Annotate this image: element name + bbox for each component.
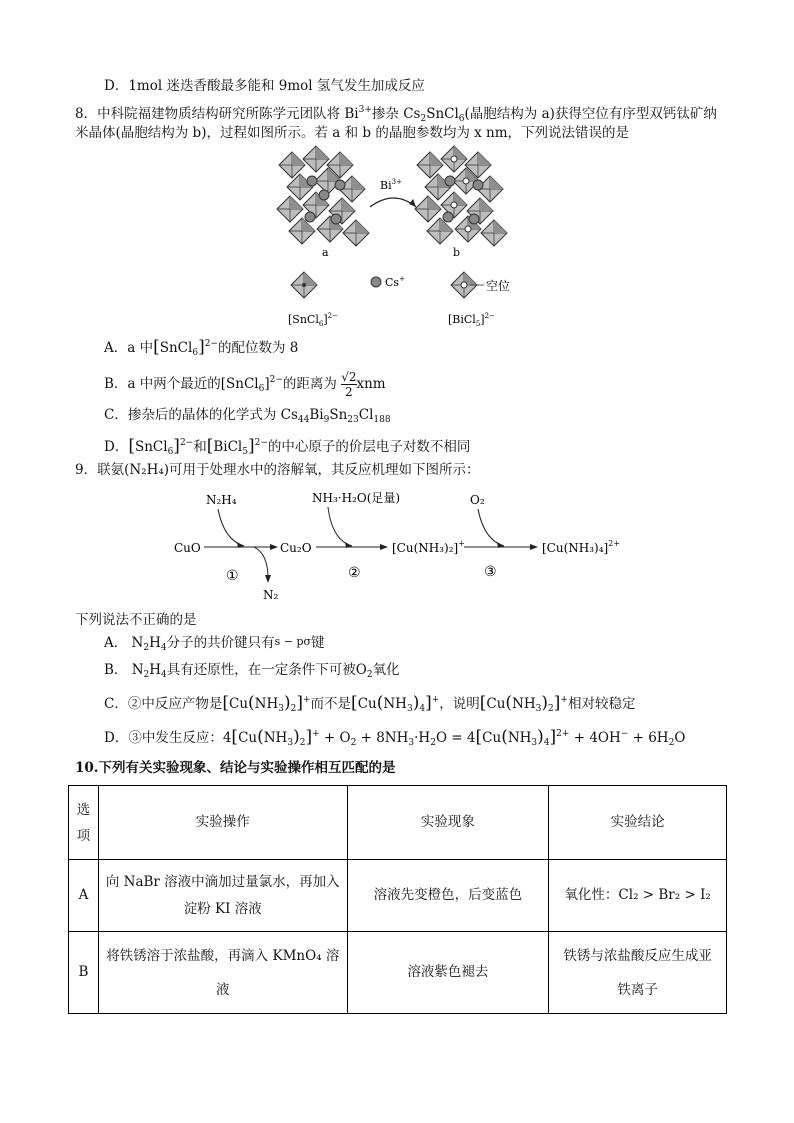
scheme-cunh34: $[Cu(NH_3)_4]^{2+}$ (542, 539, 621, 555)
row-b-option: B (69, 932, 99, 1014)
q9-option-b: B． $N_2H_4$具有还原性，在一定条件下可被$O_2$氧化 (104, 662, 400, 680)
scheme-cu2o: Cu₂O (280, 541, 312, 555)
scheme-step1: ① (226, 568, 239, 584)
crystal-structure-figure (270, 145, 530, 330)
header-operation: 实验操作 (98, 786, 347, 860)
header-phenomenon: 实验现象 (347, 786, 549, 860)
q8-option-c: C．掺杂后的晶体的化学式为 $Cs_{44}Bi_9Sn_{23}Cl_{188}$ (104, 407, 391, 425)
q9-option-c: C．②中反应产物是$[Cu(NH_3)_2]^+$而不是$[Cu(NH_3)_4]^+$，说明$[Cu(NH_3)_2]^+$相对较稳定 (104, 693, 636, 714)
legend-sncl6-icon (291, 272, 317, 298)
row-a-option: A (69, 860, 99, 932)
header-option: 选 项 (69, 786, 99, 860)
reaction-scheme (168, 484, 638, 608)
q8-option-d: D．[SnCl$_6$]$^{2-}$和[BiCl$_5$]$^{2-}$的中心原子的价层电子对数不相同 (104, 436, 471, 457)
legend-cs-label: Cs+ (385, 275, 405, 289)
legend-sncl6-label: [SnCl$_6$]$^{2-}$ (288, 312, 338, 328)
arrow-label: $Bi^{3+}$ (380, 178, 402, 192)
scheme-n2: N₂ (263, 588, 279, 602)
scheme-n2h4: N₂H₄ (206, 493, 237, 507)
q8-option-b: B．a 中两个最近的[SnCl$_6$]$^{2-}$的距离为 $\frac{√2}{2}$ xnm (104, 370, 386, 399)
scheme-o2: O₂ (470, 493, 485, 507)
experiment-table (68, 785, 727, 1014)
unit-cell-b (415, 146, 507, 246)
scheme-nh3h2o: NH₃·H₂O(足量) (312, 491, 401, 505)
q10-stem: 10.下列有关实验现象、结论与实验操作相互匹配的是 (75, 760, 396, 776)
legend-cs-icon (371, 277, 381, 287)
q9-lead: 下列说法不正确的是 (75, 612, 197, 628)
unit-cell-a (277, 146, 369, 246)
legend-bicl5-label: [BiCl$_5$]$^{2-}$ (448, 312, 495, 328)
scheme-step3: ③ (484, 564, 497, 580)
q8-stem-line2: 米晶体(晶胞结构为 b)，过程如图所示。若 a 和 b 的晶胞参数均为 x nm，下列说法错误的是 (75, 125, 630, 141)
table-row (69, 860, 727, 932)
label-a: a (322, 246, 329, 259)
row-b-phenomenon: 溶液紫色褪去 (347, 932, 549, 1014)
q8-stem-line1: 8．中科院福建物质结构研究所陈学元团队将 $Bi^{3+}$掺杂 $Cs_2SnCl_6$(晶胞结构为 a)获得空位有序型双钙钛矿纳 (75, 105, 717, 124)
q7-option-d: D．1mol 迷迭香酸最多能和 9mol 氢气发生加成反应 (104, 78, 425, 94)
scheme-cuo: CuO (174, 541, 201, 555)
transform-arrow (370, 198, 416, 207)
q9-stem: 9．联氨(N₂H₄)可用于处理水中的溶解氧，其反应机理如下图所示： (75, 462, 480, 478)
row-a-phenomenon: 溶液先变橙色，后变蓝色 (347, 860, 549, 932)
header-conclusion: 实验结论 (549, 786, 727, 860)
scheme-step2: ② (348, 565, 361, 581)
row-a-conclusion: 氧化性：Cl₂ > Br₂ > I₂ (549, 860, 727, 932)
row-b-operation: 将铁锈溶于浓盐酸，再滴入 KMnO₄ 溶 液 (98, 932, 347, 1014)
q8-option-a: A．a 中[SnCl$_6$]$^{2-}$的配位数为 8 (104, 337, 299, 358)
q9-option-d: D．③中发生反应：$4[Cu(NH_3)_2]^+ + O_2 + 8NH_3\cdot H_2O = 4[Cu(NH_3)_4]^{2+} + 4OH^- + 6H_2O$ (104, 727, 686, 748)
scheme-cunh32: [Cu(NH₃)₂]+ (392, 539, 465, 555)
q9-option-a: A． $N_2H_4$分子的共价键只有s − pσ键 (104, 635, 325, 653)
table-row (69, 932, 727, 1014)
legend-vacancy-label: 空位 (486, 279, 511, 293)
table-header-row (69, 786, 727, 860)
row-a-operation: 向 NaBr 溶液中滴加过量氯水，再加入 淀粉 KI 溶液 (98, 860, 347, 932)
row-b-conclusion: 铁锈与浓盐酸反应生成亚 铁离子 (549, 932, 727, 1014)
label-b: b (453, 246, 461, 259)
